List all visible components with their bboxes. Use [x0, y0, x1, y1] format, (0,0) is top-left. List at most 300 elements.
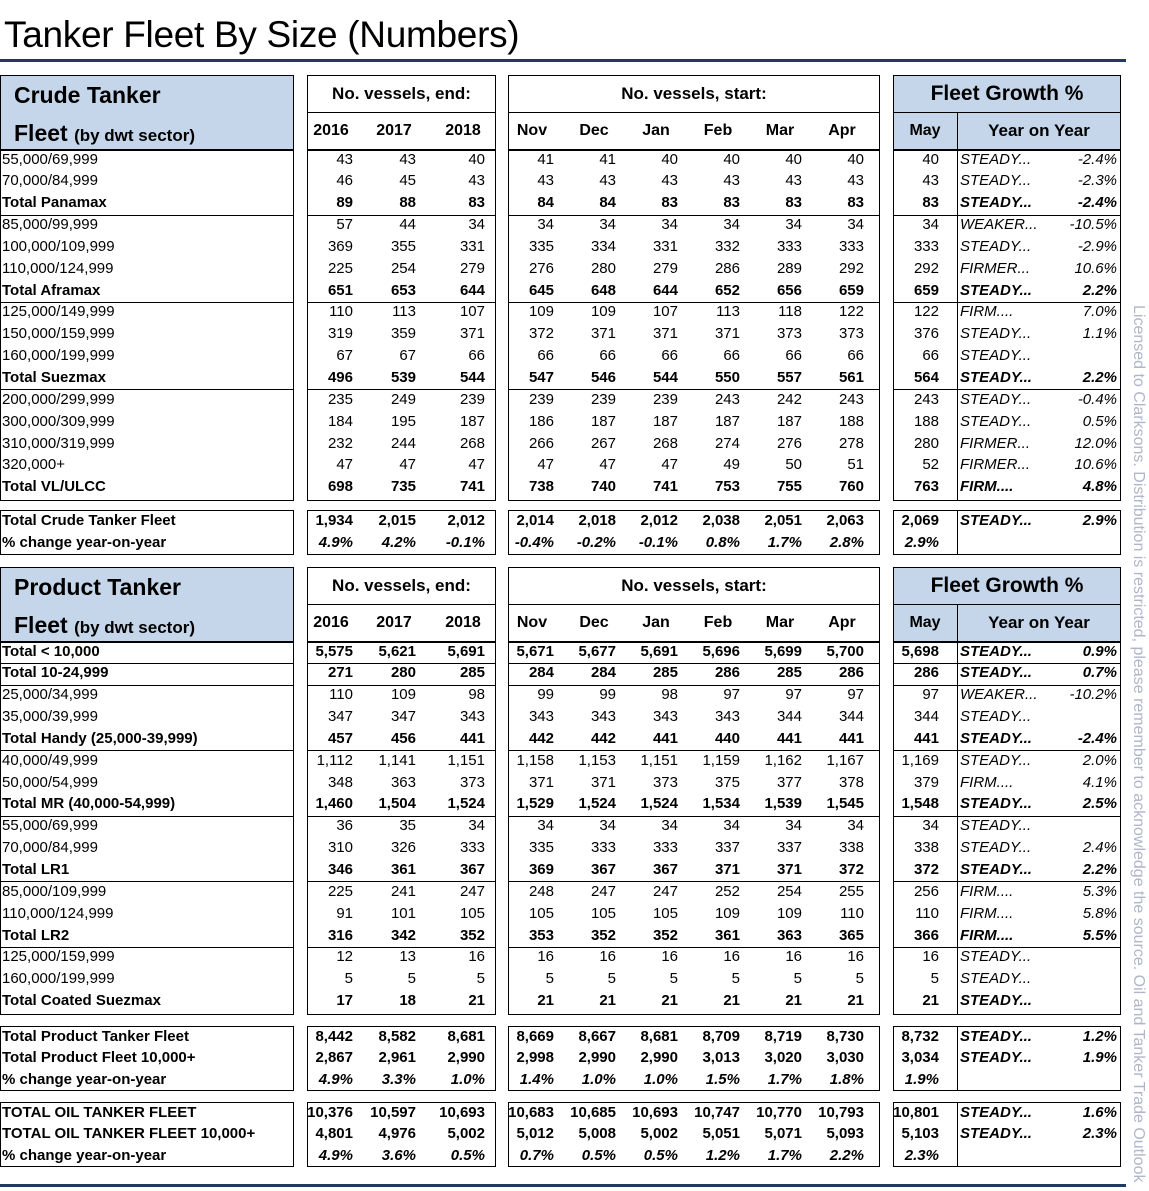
row-label: Total 10-24,999 — [2, 664, 109, 682]
cell-value: 225 — [327, 882, 353, 900]
cell-value: 267 — [590, 434, 616, 452]
cell-value: 45 — [399, 172, 416, 190]
cell-value: 366 — [913, 926, 939, 944]
summary-value: 5,071 — [764, 1125, 802, 1143]
cell-value: 83 — [661, 194, 678, 212]
cell-value: 46 — [336, 172, 353, 190]
row-label: 150,000/159,999 — [2, 325, 115, 343]
cell-value: 442 — [590, 729, 616, 747]
cell-value: 36 — [336, 817, 353, 835]
trend-text: FIRMER... — [960, 456, 1030, 474]
cell-value: 97 — [847, 686, 864, 704]
trend-text: STEADY... — [960, 369, 1032, 386]
yoy-value: 4.8% — [1082, 478, 1117, 496]
trend-text: WEAKER... — [960, 686, 1038, 704]
cell-value: 645 — [528, 281, 554, 299]
cell-value: 34 — [661, 216, 678, 234]
cell-value: 333 — [652, 839, 678, 857]
summary-yoy: 1.6% — [1082, 1103, 1117, 1121]
cell-value: 247 — [459, 882, 485, 900]
cell-value: 344 — [838, 708, 864, 726]
cell-value: 34 — [599, 817, 616, 835]
yoy-value: 2.5% — [1082, 795, 1117, 813]
cell-value: 243 — [838, 390, 864, 408]
summary-value: 4,801 — [315, 1125, 353, 1143]
cell-value: 651 — [327, 281, 353, 299]
cell-value: 101 — [390, 904, 416, 922]
summary-value: -0.4% — [514, 534, 554, 551]
cell-value: 371 — [776, 861, 802, 878]
month-header: Apr — [828, 614, 856, 632]
cell-value: 184 — [327, 412, 353, 430]
cell-value: 43 — [537, 172, 554, 190]
summary-value: 1.9% — [904, 1070, 939, 1088]
cell-value: 5 — [344, 970, 353, 988]
cell-value: 13 — [399, 948, 416, 966]
cell-value: 98 — [468, 686, 485, 704]
cell-value: 44 — [399, 216, 416, 234]
trend-text: STEADY... — [960, 948, 1032, 966]
cell-value: 5,677 — [578, 642, 616, 660]
summary-value: 8,669 — [516, 1027, 554, 1045]
cell-value: 337 — [776, 839, 802, 857]
cell-value: 344 — [913, 708, 939, 726]
cell-value: 105 — [459, 904, 485, 922]
cell-value: 47 — [468, 456, 485, 474]
summary-value: 4.9% — [318, 534, 353, 551]
cell-value: 376 — [913, 325, 939, 343]
trend-text: STEADY... — [960, 992, 1032, 1010]
trend-text: STEADY... — [960, 642, 1032, 660]
yoy-value: 10.6% — [1074, 259, 1117, 277]
cell-value: 5,621 — [378, 642, 416, 660]
cell-value: 1,529 — [516, 795, 554, 813]
cell-value: 441 — [459, 729, 485, 747]
summary-value: 2,961 — [378, 1049, 416, 1067]
cell-value: 644 — [652, 281, 678, 299]
summary-value: 2,990 — [640, 1049, 678, 1067]
cell-value: 371 — [590, 773, 616, 791]
row-divider — [508, 112, 880, 113]
cell-value: 40 — [922, 150, 939, 168]
cell-value: 286 — [838, 664, 864, 682]
month-header: Dec — [579, 614, 609, 632]
cell-value: 1,504 — [378, 795, 416, 813]
summary-value: 8,730 — [826, 1027, 864, 1045]
cell-value: 268 — [652, 434, 678, 452]
cell-value: 355 — [390, 237, 416, 255]
cell-value: 1,112 — [316, 751, 353, 769]
cell-value: 334 — [590, 237, 616, 255]
row-label: 25,000/34,999 — [2, 686, 98, 704]
cell-value: 187 — [652, 412, 678, 430]
month-header: Feb — [703, 614, 733, 632]
summary-value: -0.2% — [576, 534, 616, 551]
cell-value: 286 — [913, 664, 939, 682]
cell-value: 99 — [537, 686, 554, 704]
trend-text: STEADY... — [960, 390, 1032, 408]
cell-value: 333 — [590, 839, 616, 857]
cell-value: 16 — [599, 948, 616, 966]
summary-value: 1.7% — [767, 534, 802, 551]
cell-value: 248 — [528, 882, 554, 900]
cell-value: 367 — [652, 861, 678, 878]
month-header: Dec — [579, 122, 609, 140]
cell-value: 441 — [913, 729, 939, 747]
yoy-value: 2.0% — [1082, 751, 1117, 769]
cell-value: 247 — [590, 882, 616, 900]
cell-value: 47 — [336, 456, 353, 474]
cell-value: 66 — [468, 347, 485, 365]
title-rule — [0, 59, 1126, 62]
cell-value: 378 — [838, 773, 864, 791]
summary-value: 8,709 — [702, 1027, 740, 1045]
cell-value: 333 — [459, 839, 485, 857]
cell-value: 186 — [528, 412, 554, 430]
cell-value: 652 — [714, 281, 740, 299]
row-label: 85,000/99,999 — [2, 216, 98, 234]
cell-value: 21 — [723, 992, 740, 1010]
summary-value: 2,012 — [447, 511, 485, 529]
cell-value: 247 — [652, 882, 678, 900]
yoy-value: -2.4% — [1077, 194, 1117, 212]
cell-value: 52 — [922, 456, 939, 474]
column-divider — [957, 604, 958, 1015]
cell-value: 187 — [459, 412, 485, 430]
cell-value: 118 — [778, 303, 802, 321]
summary-value: 10,685 — [570, 1103, 616, 1121]
cell-value: 5,575 — [315, 642, 353, 660]
cell-value: 371 — [652, 325, 678, 343]
row-divider — [893, 112, 1121, 113]
cell-value: 105 — [528, 904, 554, 922]
summary-label: Total Product Fleet 10,000+ — [2, 1049, 196, 1067]
cell-value: 648 — [590, 281, 616, 299]
yoy-value — [1047, 968, 1117, 990]
summary-value: 3.3% — [381, 1070, 416, 1088]
cell-value: 373 — [459, 773, 485, 791]
cell-value: 122 — [913, 303, 939, 321]
cell-value: 1,460 — [315, 795, 353, 813]
trend-text: STEADY... — [960, 172, 1032, 190]
cell-value: 256 — [913, 882, 939, 900]
cell-value: 347 — [390, 708, 416, 726]
cell-value: 66 — [785, 347, 802, 365]
cell-value: 235 — [327, 390, 353, 408]
cell-value: 5,691 — [640, 642, 678, 660]
yoy-value: 1.1% — [1082, 325, 1117, 343]
cell-value: 188 — [838, 412, 864, 430]
row-label: Total Handy (25,000-39,999) — [2, 729, 198, 747]
cell-value: 110 — [329, 686, 353, 704]
row-label: 125,000/159,999 — [2, 948, 115, 966]
year-header: 2017 — [376, 122, 412, 140]
cell-value: 279 — [459, 259, 485, 277]
cell-value: 232 — [327, 434, 353, 452]
growth-header: Fleet Growth % — [930, 82, 1084, 105]
trend-text: FIRM.... — [960, 303, 1014, 321]
row-label: 110,000/124,999 — [2, 259, 114, 277]
summary-value: 2,014 — [516, 511, 554, 529]
trend-text: FIRM.... — [960, 926, 1014, 944]
row-label: 35,000/39,999 — [2, 708, 98, 726]
cell-value: 21 — [847, 992, 864, 1010]
yoy-value — [1047, 946, 1117, 968]
cell-value: 49 — [723, 456, 740, 474]
yoy-value: 5.5% — [1082, 926, 1117, 944]
cell-value: 1,158 — [516, 751, 554, 769]
cell-value: 371 — [714, 861, 740, 878]
yoy-value: 12.0% — [1074, 434, 1117, 452]
cell-value: 21 — [599, 992, 616, 1010]
row-label: 125,000/149,999 — [2, 303, 115, 321]
cell-value: 34 — [723, 216, 740, 234]
row-label: Total Coated Suezmax — [2, 992, 161, 1010]
cell-value: 67 — [336, 347, 353, 365]
cell-value: 332 — [714, 237, 740, 255]
cell-value: 43 — [847, 172, 864, 190]
summary-value: 1.0% — [643, 1070, 678, 1088]
cell-value: 35 — [399, 817, 416, 835]
cell-value: 544 — [459, 369, 485, 386]
end-header: No. vessels, end: — [332, 576, 471, 595]
row-label: Total Suezmax — [2, 369, 106, 386]
cell-value: 18 — [399, 992, 416, 1010]
cell-value: 1,539 — [764, 795, 802, 813]
cell-value: 338 — [913, 839, 939, 857]
summary-value: 2.9% — [904, 534, 939, 551]
yoy-value: 4.1% — [1082, 773, 1117, 791]
cell-value: 83 — [723, 194, 740, 212]
summary-value: 2,038 — [702, 511, 740, 529]
row-label: 160,000/199,999 — [2, 347, 115, 365]
cell-value: 440 — [714, 729, 740, 747]
cell-value: 352 — [652, 926, 678, 944]
summary-value: 5,002 — [640, 1125, 678, 1143]
cell-value: 66 — [922, 347, 939, 365]
summary-value: 10,597 — [370, 1103, 416, 1121]
trend-text: STEADY... — [960, 664, 1032, 682]
cell-value: 41 — [537, 150, 554, 168]
cell-value: 333 — [776, 237, 802, 255]
summary-value: 10,770 — [756, 1103, 802, 1121]
summary-label: % change year-on-year — [2, 1070, 167, 1088]
trend-text: STEADY... — [960, 412, 1032, 430]
cell-value: 369 — [528, 861, 554, 878]
yoy-value — [1047, 815, 1117, 837]
row-label: Total < 10,000 — [2, 642, 100, 660]
column-divider — [957, 510, 958, 555]
cell-value: 379 — [913, 773, 939, 791]
row-label: 40,000/49,999 — [2, 751, 98, 769]
cell-value: 34 — [723, 817, 740, 835]
summary-value: 8,732 — [901, 1027, 939, 1045]
cell-value: 279 — [652, 259, 678, 277]
cell-value: 1,524 — [447, 795, 485, 813]
summary-trend: STEADY... — [960, 1027, 1032, 1045]
column-divider — [957, 112, 958, 501]
may-header: May — [909, 122, 941, 140]
cell-value: 1,534 — [702, 795, 740, 813]
summary-yoy: 2.3% — [1082, 1125, 1117, 1143]
summary-value: 1.2% — [705, 1146, 740, 1164]
month-header: Mar — [765, 122, 795, 140]
summary-value: 0.7% — [519, 1146, 554, 1164]
cell-value: 66 — [599, 347, 616, 365]
summary-yoy — [1047, 1145, 1117, 1167]
cell-value: 225 — [327, 259, 353, 277]
cell-value: 21 — [468, 992, 485, 1010]
cell-value: 1,545 — [826, 795, 864, 813]
cell-value: 34 — [599, 216, 616, 234]
summary-value: 2,990 — [578, 1049, 616, 1067]
cell-value: 187 — [590, 412, 616, 430]
cell-value: 84 — [537, 194, 554, 212]
trend-text: WEAKER... — [960, 216, 1038, 234]
cell-value: 741 — [652, 478, 678, 496]
cell-value: 656 — [776, 281, 802, 299]
cell-value: 109 — [776, 904, 802, 922]
cell-value: 34 — [922, 817, 939, 835]
cell-value: 21 — [537, 992, 554, 1010]
cell-value: 352 — [459, 926, 485, 944]
cell-value: 43 — [468, 172, 485, 190]
cell-value: 88 — [399, 194, 416, 212]
license-watermark: Licensed to Clarksons. Distribution is restricted, please remember to acknowledge the source. Oil and Tanker Trade Outlook — [1130, 305, 1147, 1183]
cell-value: 337 — [714, 839, 740, 857]
cell-value: 40 — [468, 150, 485, 168]
summary-value: 0.5% — [450, 1146, 485, 1164]
row-label: 300,000/309,999 — [2, 412, 115, 430]
cell-value: 47 — [399, 456, 416, 474]
summary-value: 2,069 — [901, 511, 939, 529]
cell-value: 83 — [785, 194, 802, 212]
cell-value: 333 — [913, 237, 939, 255]
trend-text: FIRM.... — [960, 773, 1014, 791]
summary-value: 3,030 — [826, 1049, 864, 1067]
month-header: Nov — [516, 614, 548, 632]
cell-value: 371 — [459, 325, 485, 343]
cell-value: 659 — [913, 281, 939, 299]
cell-value: 326 — [390, 839, 416, 857]
row-label: 55,000/69,999 — [2, 817, 98, 835]
month-header: Jan — [642, 122, 670, 140]
summary-value: 2.8% — [829, 534, 864, 551]
cell-value: 43 — [661, 172, 678, 190]
section-title: Crude Tanker — [14, 82, 161, 108]
cell-value: 110 — [915, 904, 939, 922]
summary-value: 2.3% — [904, 1146, 939, 1164]
year-header: 2017 — [376, 614, 412, 632]
cell-value: 43 — [399, 150, 416, 168]
cell-value: 377 — [776, 773, 802, 791]
summary-value: 1.0% — [450, 1070, 485, 1088]
yoy-value: 7.0% — [1082, 303, 1117, 321]
cell-value: 41 — [599, 150, 616, 168]
cell-value: 550 — [714, 369, 740, 386]
cell-value: 456 — [390, 729, 416, 747]
cell-value: 34 — [922, 216, 939, 234]
cell-value: 66 — [661, 347, 678, 365]
cell-value: 286 — [714, 664, 740, 682]
yoy-value: 2.2% — [1082, 281, 1117, 299]
cell-value: 372 — [528, 325, 554, 343]
cell-value: 40 — [785, 150, 802, 168]
trend-text: STEADY... — [960, 194, 1032, 212]
month-header: Jan — [642, 614, 670, 632]
cell-value: 241 — [390, 882, 416, 900]
cell-value: 16 — [847, 948, 864, 966]
summary-label: % change year-on-year — [2, 534, 167, 551]
cell-value: 738 — [528, 478, 554, 496]
cell-value: 361 — [390, 861, 416, 878]
yoy-value — [1047, 345, 1117, 367]
cell-value: 5 — [607, 970, 616, 988]
cell-value: 363 — [776, 926, 802, 944]
cell-value: 16 — [661, 948, 678, 966]
year-header: 2016 — [313, 614, 349, 632]
section-subtitle: Fleet (by dwt sector) — [14, 120, 195, 147]
trend-text: FIRM.... — [960, 478, 1014, 496]
bottom-rule — [0, 1184, 1126, 1187]
cell-value: 109 — [390, 686, 416, 704]
trend-text: STEADY... — [960, 795, 1032, 813]
summary-yoy: 1.2% — [1082, 1027, 1117, 1045]
cell-value: 561 — [838, 369, 864, 386]
cell-value: 239 — [590, 390, 616, 408]
row-label: 70,000/84,999 — [2, 172, 98, 190]
cell-value: 16 — [785, 948, 802, 966]
summary-value: 5,008 — [578, 1125, 616, 1143]
yoy-value: -2.4% — [1077, 729, 1117, 747]
summary-value: 4.2% — [381, 534, 416, 551]
cell-value: 653 — [390, 281, 416, 299]
cell-value: 43 — [723, 172, 740, 190]
cell-value: 1,524 — [640, 795, 678, 813]
yoy-value: 5.8% — [1082, 904, 1117, 922]
section-subtitle-qualifier: (by dwt sector) — [74, 618, 195, 638]
summary-yoy: 2.9% — [1082, 511, 1117, 529]
cell-value: 188 — [913, 412, 939, 430]
cell-value: 292 — [838, 259, 864, 277]
summary-value: 1.5% — [705, 1070, 740, 1088]
summary-value: 5,002 — [447, 1125, 485, 1143]
summary-value: 10,693 — [439, 1103, 485, 1121]
cell-value: 83 — [847, 194, 864, 212]
cell-value: 187 — [714, 412, 740, 430]
trend-text: STEADY... — [960, 751, 1032, 769]
cell-value: 284 — [528, 664, 554, 682]
year-header: 2018 — [445, 122, 481, 140]
trend-text: STEADY... — [960, 839, 1032, 857]
cell-value: 740 — [590, 478, 616, 496]
cell-value: 348 — [327, 773, 353, 791]
yoy-value: 2.4% — [1082, 839, 1117, 857]
cell-value: 16 — [723, 948, 740, 966]
cell-value: 51 — [847, 456, 864, 474]
summary-value: 10,793 — [818, 1103, 864, 1121]
summary-trend: STEADY... — [960, 1049, 1032, 1067]
trend-text: STEADY... — [960, 237, 1032, 255]
summary-value: 2,990 — [447, 1049, 485, 1067]
row-label: Total LR2 — [2, 926, 70, 944]
summary-label: Total Product Tanker Fleet — [2, 1027, 189, 1045]
yoy-value — [1047, 706, 1117, 728]
cell-value: 5,691 — [447, 642, 485, 660]
growth-header: Fleet Growth % — [930, 574, 1084, 597]
cell-value: 271 — [327, 664, 353, 682]
trend-text: STEADY... — [960, 281, 1032, 299]
